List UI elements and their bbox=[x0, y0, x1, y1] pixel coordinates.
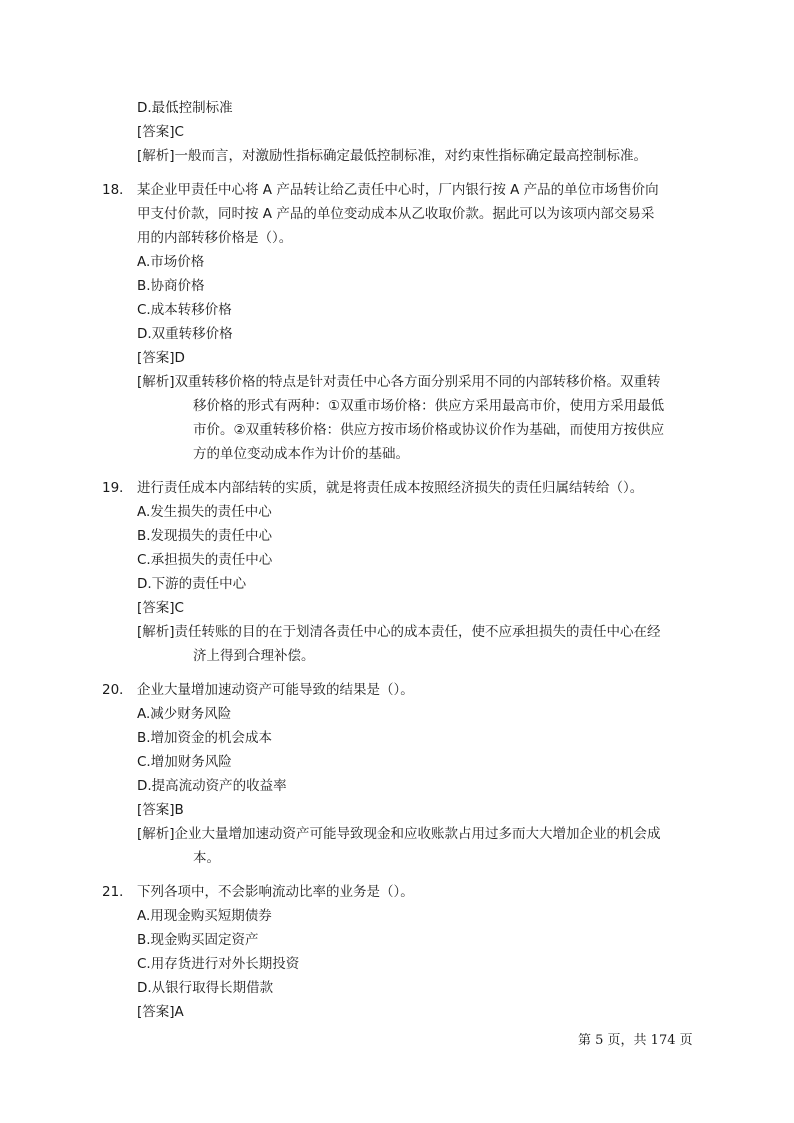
option-d: D.最低控制标准 bbox=[137, 100, 233, 116]
question-text: 甲支付价款，同时按 A 产品的单位变动成本从乙收取价款。据此可以为该项内部交易采 bbox=[137, 206, 655, 222]
option-c: C.成本转移价格 bbox=[137, 302, 232, 318]
option-b: B.协商价格 bbox=[137, 278, 205, 294]
option-c: C.承担损失的责任中心 bbox=[137, 552, 273, 568]
explanation: [解析]一般而言，对激励性指标确定最低控制标准，对约束性指标确定最高控制标准。 bbox=[137, 148, 648, 164]
explanation: 本。 bbox=[193, 850, 220, 866]
question-text: 企业大量增加速动资产可能导致的结果是（）。 bbox=[137, 682, 414, 698]
option-a: A.用现金购买短期债券 bbox=[137, 908, 272, 924]
question-number: 21． bbox=[102, 884, 133, 900]
answer: [答案]A bbox=[137, 1004, 184, 1020]
option-c: C.增加财务风险 bbox=[137, 754, 232, 770]
question-text: 某企业甲责任中心将 A 产品转让给乙责任中心时，厂内银行按 A 产品的单位市场售价向 bbox=[137, 182, 659, 198]
option-d: D.从银行取得长期借款 bbox=[137, 980, 274, 996]
page-footer: 第 5 页，共 174 页 bbox=[578, 1033, 693, 1048]
option-a: A.市场价格 bbox=[137, 254, 205, 270]
option-b: B.现金购买固定资产 bbox=[137, 932, 259, 948]
option-d: D.提高流动资产的收益率 bbox=[137, 778, 287, 794]
explanation: 移价格的形式有两种：①双重市场价格：供应方采用最高市价，使用方采用最低 bbox=[193, 398, 665, 414]
explanation: 方的单位变动成本作为计价的基础。 bbox=[193, 446, 409, 462]
answer: [答案]D bbox=[137, 350, 185, 366]
answer: [答案]C bbox=[137, 600, 184, 616]
answer: [答案]C bbox=[137, 124, 184, 140]
question-number: 20． bbox=[102, 682, 133, 698]
explanation: [解析]企业大量增加速动资产可能导致现金和应收账款占用过多而大大增加企业的机会成 bbox=[137, 826, 661, 842]
question-text: 用的内部转移价格是（）。 bbox=[137, 230, 293, 246]
option-d: D.双重转移价格 bbox=[137, 326, 233, 342]
question-text: 进行责任成本内部结转的实质，就是将责任成本按照经济损失的责任归属结转给（）。 bbox=[137, 480, 644, 496]
option-c: C.用存货进行对外长期投资 bbox=[137, 956, 300, 972]
option-b: B.增加资金的机会成本 bbox=[137, 730, 273, 746]
question-number: 19． bbox=[102, 480, 133, 496]
explanation: [解析]责任转账的目的在于划清各责任中心的成本责任，使不应承担损失的责任中心在经 bbox=[137, 624, 661, 640]
option-a: A.减少财务风险 bbox=[137, 706, 232, 722]
question-text: 下列各项中，不会影响流动比率的业务是（）。 bbox=[137, 884, 414, 900]
explanation: 济上得到合理补偿。 bbox=[193, 648, 315, 664]
explanation: 市价。②双重转移价格：供应方按市场价格或协议价作为基础，而使用方按供应 bbox=[193, 422, 665, 438]
option-a: A.发生损失的责任中心 bbox=[137, 504, 272, 520]
question-number: 18． bbox=[102, 182, 133, 198]
option-b: B.发现损失的责任中心 bbox=[137, 528, 273, 544]
explanation: [解析]双重转移价格的特点是针对责任中心各方面分别采用不同的内部转移价格。双重转 bbox=[137, 374, 661, 390]
answer: [答案]B bbox=[137, 802, 184, 818]
option-d: D.下游的责任中心 bbox=[137, 576, 247, 592]
